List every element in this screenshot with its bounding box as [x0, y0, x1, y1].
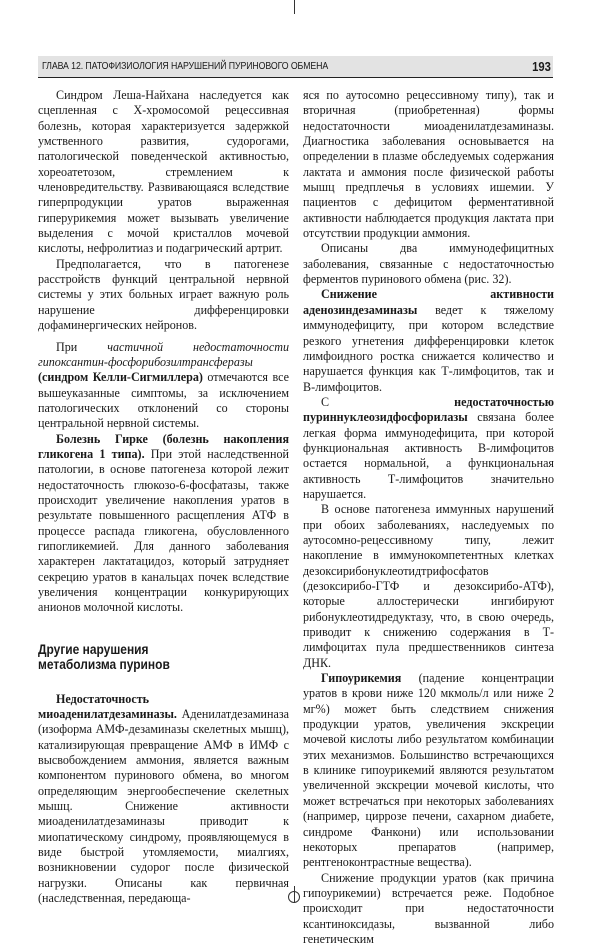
paragraph: яся по аутосомно рецессивному типу), так и вторичная (приобретенная) формы недостаточности миоаденилатдезаминазы. Диагностика заболевания основывается на определении в плазме обследуемых содержания лактата и аммония после физической работы мышц предплечья в условиях ишемии. У пациентов с дефицитом ферментативной активности наблюдается продукция лактата при отсутствии продукции аммония.	[303, 88, 554, 241]
section-heading	[38, 642, 289, 672]
right-column	[303, 88, 554, 947]
bold-term: недостаточностью пуриннуклеозидфосфорилазы	[303, 394, 554, 425]
paragraph: В основе патогенеза иммунных нарушений при обоих заболеваниях, наследуемых по аутосомно-рецессивному типу, лежит накопление в иммунокомпетентных клетках дезоксирибонуклеотидтрифосфатов (дезоксирибо-ГТФ и дезоксирибо-АТФ), которые аллостерически ингибируют рибонуклеотидредуктазу, что, в свою очередь, приводит к снижению содержания в Т-лимфоцитах пула предшественников синтеза ДНК.	[303, 502, 554, 670]
crop-mark-top	[294, 0, 295, 14]
paragraph: Предполагается, что в патогенезе расстройств функций центральной нервной системы у этих больных играет важную роль нарушение дифференцировки дофаминергических нейронов.	[38, 256, 289, 333]
section-heading-line: метаболизма пуринов	[38, 656, 170, 672]
bold-term: Гипоурикемия	[321, 671, 402, 686]
paragraph: С недостаточностью пуриннуклеозидфосфорилазы связана более легкая форма иммунодефицита, при которой функциональная активность В-лимфоцитов остается нормальной, а функциональная активность Т-лимфоцитов значительно нарушается.	[303, 394, 554, 501]
paragraph: Описаны два иммунодефицитных заболевания, связанные с недостаточностью ферментов пуринового обмена (рис. 32).	[303, 241, 554, 287]
chapter-title: ГЛАВА 12. ПАТОФИЗИОЛОГИЯ НАРУШЕНИЙ ПУРИНОВОГО ОБМЕНА	[42, 61, 329, 72]
running-header	[38, 56, 553, 78]
bold-term: (синдром Келли-Сигмиллера)	[38, 370, 203, 385]
paragraph: Недостаточность миоаденилатдезаминазы. Аденилатдезаминаза (изоформа АМФ-дезаминазы скелетных мышц), катализирующая превращение АМФ в ИМФ с высвобождением аммония, является важным компонентом пуринового обмена, во многом определяющим энергообеспечение скелетных мышц. Снижение активности миоаденилатдезаминазы приводит к миопатическому синдрому, проявляющемуся в виде быстрой утомляемости, миалгиях, возникновении судорог после физической нагрузки. Описаны как первичная (наследственная, передающа-	[38, 691, 289, 906]
bold-term: Снижение активности аденозиндезаминазы	[303, 287, 554, 317]
bold-term: Болезнь Гирке (болезнь накопления гликогена 1 типа).	[38, 431, 289, 461]
paragraph: При частичной недостаточности гипоксантин-фосфорибозилтрансферазы (синдром Келли-Сигмиллера) отмечаются все вышеуказанные симптомы, за исключением патологических отклонений со стороны центральной нервной системы.	[38, 339, 289, 431]
registration-mark-bottom	[288, 891, 300, 903]
paragraph: Синдром Леша-Найхана наследуется как сцепленная с Х-хромосомой рецессивная болезнь, которая характеризуется задержкой умственного развития, судорогами, патологической поведенческой активностью, хореоатетозом, стремлением к членовредительству. Развивающаяся вследствие гиперпродукции уратов выраженная гиперурикемия может вызывать увеличение выделения с мочой кристаллов мочевой кислоты, нефролитиаз и подагрический артрит.	[38, 88, 289, 256]
left-column	[38, 88, 289, 907]
paragraph: Снижение продукции уратов (как причина гипоурикемии) встречается реже. Подобное происходит при недостаточности ксантиноксидазы, вызванной либо генетическим	[303, 870, 554, 946]
page-number: 193	[532, 59, 551, 74]
italic-term: частичной недостаточности гипоксантин-фосфорибозилтрансферазы	[38, 339, 289, 369]
section-heading-line: Другие нарушения	[38, 641, 149, 657]
paragraph: Снижение активности аденозиндезаминазы ведет к тяжелому иммунодефициту, при котором вследствие резкого угнетения дифференцировки клеток лимфоидного ростка снижается количество и нарушается функция как Т-лимфоцитов, так и В-лимфоцитов.	[303, 287, 554, 394]
bold-term: Недостаточность миоаденилатдезаминазы.	[38, 691, 177, 722]
paragraph: Гипоурикемия (падение концентрации уратов в крови ниже 120 мкмоль/л или ниже 2 мг%) может быть следствием снижения продукции уратов, увеличения экскреции мочевой кислоты либо результатом комбинации этих механизмов. Большинство встречающихся в клинике гипоурикемий являются результатом увеличенной экскреции мочевой кислоты, что может встречаться при некоторых заболеваниях (например, циррозе печени, сахарном диабете, синдроме Фанкони) или использовании некоторых препаратов (например, рентгеноконтрастные вещества).	[303, 671, 554, 870]
paragraph: Болезнь Гирке (болезнь накопления гликогена 1 типа). При этой наследственной патологии, в основе патогенеза которой лежит недостаточность глюкозо-6-фосфатазы, также происходит увеличение накопления уратов в результате повышенного расщепления АТФ в процессе распада гликогена, обусловленного гипогликемией. Для данного заболевания характерен лактатацидоз, который затрудняет секрецию уратов в канальцах почек вследствие увеличения концентрации конкурирующих анионов молочной кислоты.	[38, 431, 289, 615]
